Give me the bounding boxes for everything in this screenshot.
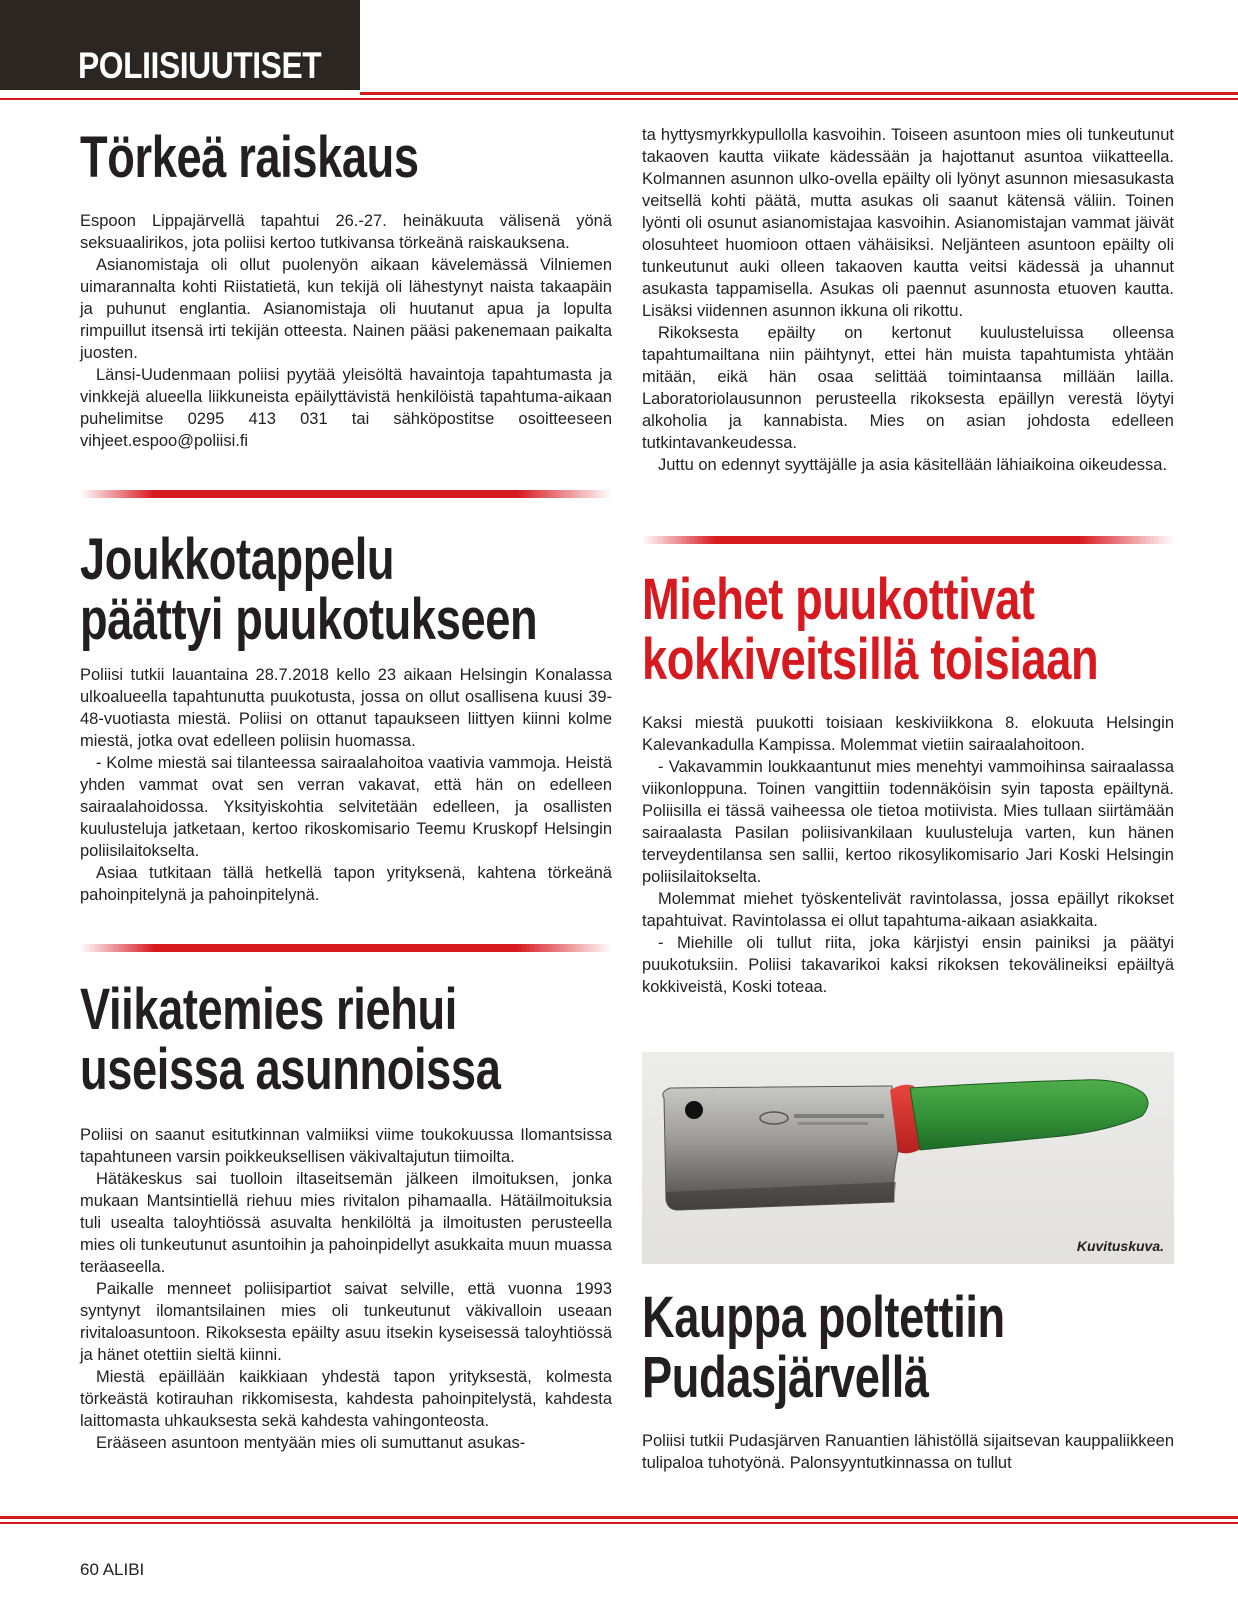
article-kauppa-body	[642, 1430, 1174, 1474]
article-paragraph: Poliisi tutkii lauantaina 28.7.2018 kello 23 aikaan Helsingin Konalassa ulkoalueella tapahtunutta puukotusta, jossa on ollut osallisena kuusi 39-48-vuotiasta miestä. Poliisi on ottanut tapaukseen liittyen kiinni kolme miestä, jotka ovat edelleen poliisin huomassa.	[80, 666, 612, 750]
article-paragraph: Länsi-Uudenmaan poliisi pyytää yleisöltä havaintoja tapahtumasta ja vinkkejä alueella liikkuneista epäilyttävistä henkilöistä tapahtuma-aikaan puhelimitse 0295 413 031 tai sähköpostitse osoitteeseen vihjeet.espoo@poliisi.fi	[80, 366, 612, 450]
article-paragraph: - Kolme miestä sai tilanteessa sairaalahoitoa vaativia vammoja. Heistä yhden vammat ovat sen verran vakavat, että hän on edelleen sairaalahoidossa. Yksityiskohtia selvitetään edelleen, ja osallisten kuulusteluja jatketaan, kertoo rikoskomisario Teemu Kruskopf Helsingin poliisilaitokselta.	[80, 754, 612, 860]
headline-viikatemies: Viikatemies riehui useissa asunnoissa	[80, 977, 501, 1102]
header-rule-thin	[0, 98, 1238, 100]
article-divider	[80, 490, 612, 498]
article-paragraph: Asiaa tutkitaan tällä hetkellä tapon yrityksenä, kahtena törkeänä pahoinpitelynä ja pahoinpitelynä.	[80, 864, 612, 904]
article-joukkotappelu-body	[80, 664, 612, 906]
headline-joukkotappelu: Joukkotappelu päättyi puukotukseen	[80, 527, 538, 652]
article-divider	[80, 944, 612, 952]
article-paragraph: Juttu on edennyt syyttäjälle ja asia käsitellään lähiaikoina oikeudessa.	[658, 456, 1168, 474]
section-title: POLIISIUUTISET	[78, 45, 322, 86]
article-paragraph: ta hyttysmyrkkypullolla kasvoihin. Toiseen asuntoon mies oli tunkeutunut takaoven kautta viikate kädessään ja hajottanut asuntoa viikatteella. Kolmannen asunnon ulko-ovella epäilty oli lyönyt asunnon miesasukasta veitsellä kohti päätä, mutta asukas oli saanut kätensä väliin. Toinen lyönti oli osunut asianomistajaa kasvoihin. Asianomistajan vammat jäivät olosuhteet huomioon ottaen vähäisiksi. Neljänteen asuntoon epäilty oli tunkeutunut auki olleen takaoven kautta veitsi kädessä ja uhannut asukasta tappamisella. Asukas oli paennut asunnosta etuoven kautta. Lisäksi viidennen asunnon ikkuna oli rikottu.	[642, 126, 1174, 320]
headline-miehet-puukottivat: Miehet puukottivat kokkiveitsillä toisiaan	[642, 567, 1099, 692]
article-paragraph: Kaksi miestä puukotti toisiaan keskiviikkona 8. elokuuta Helsingin Kalevankadulla Kampissa. Molemmat vietiin sairaalahoitoon.	[642, 714, 1174, 754]
article-paragraph: Miestä epäillään kaikkiaan yhdestä tapon yrityksestä, kolmesta törkeästä kotirauhan rikkomisesta, kahdesta pahoinpitelystä, kahdesta laittomasta uhkauksesta sekä kahdesta vahingonteosta.	[80, 1368, 612, 1430]
photo-caption: Kuvituskuva.	[1076, 1238, 1164, 1254]
article-paragraph: Poliisi tutkii Pudasjärven Ranuantien lähistöllä sijaitsevan kauppaliikkeen tulipaloa tuhotyönä. Palonsyyntutkinnassa on tullut	[642, 1432, 1174, 1472]
article-paragraph: Erääseen asuntoon mentyään mies oli sumuttanut asukas-	[96, 1434, 526, 1452]
cleaver-knife-photo	[642, 1052, 1174, 1264]
article-viikatemies-continued	[642, 124, 1174, 476]
headline-torkea-raiskaus: Törkeä raiskaus	[80, 125, 419, 190]
header-rule	[360, 92, 1238, 95]
footer-rule	[0, 1516, 1238, 1519]
article-paragraph: Poliisi on saanut esitutkinnan valmiiksi viime toukokuussa Ilomantsissa tapahtuneen varsin poikkeuksellisen väkivaltajutun tiimoilta.	[80, 1126, 612, 1166]
article-paragraph: - Vakavammin loukkaantunut mies menehtyi vammoihinsa sairaalassa viikonloppuna. Toinen vangittiin todennäköisin syin taposta epäiltynä. Poliisilla ei tässä vaiheessa ole tietoa motiivista. Mies tullaan siirtämään sairaalasta Pasilan poliisivankilaan kuulusteluja varten, kun hänen terveydentilansa sen sallii, kertoo rikosylikomisario Jari Koski Helsingin poliisilaitokselta.	[642, 758, 1174, 886]
article-miehet-body	[642, 712, 1174, 998]
article-divider	[642, 536, 1174, 544]
article-viikatemies-body	[80, 1124, 612, 1454]
article-paragraph: Hätäkeskus sai tuolloin iltaseitsemän jälkeen ilmoituksen, jonka mukaan Mantsintiellä riehuu mies rivitalon pihamaalla. Hätäilmoituksia tuli usealta taloyhtiössä asuvalta henkilöltä ja ilmoitusten perusteella mies oli tunkeutunut asuntoihin ja pahoinpidellyt asukkaita muun muassa teräaseella.	[80, 1170, 612, 1276]
article-torkea-raiskaus-body	[80, 210, 612, 452]
footer-rule-thin	[0, 1522, 1238, 1524]
article-paragraph: Asianomistaja oli ollut puolenyön aikaan kävelemässä Vilniemen uimarannalta kohti Riistatietä, kun tekijä oli lähestynyt naista takaapäin ja puhunut englantia. Asianomistaja oli huutanut apua ja lopulta rimpuillut itsensä irti tekijän otteesta. Nainen pääsi pakenemaan paikalta juosten.	[80, 256, 612, 362]
page-folio: 60 ALIBI	[80, 1560, 145, 1579]
cleaver-icon	[642, 1052, 1174, 1264]
headline-kauppa-poltettiin: Kauppa poltettiin Pudasjärvellä	[642, 1285, 1005, 1410]
article-paragraph: Molemmat miehet työskentelivät ravintolassa, jossa epäillyt rikokset tapahtuivat. Ravintolassa ei ollut tapahtuma-aikaan asiakkaita.	[642, 890, 1174, 930]
article-paragraph: - Miehille oli tullut riita, joka kärjistyi ensin painiksi ja päätyi puukotuksiin. Poliisi takavarikoi kaksi rikoksen tekovälineiksi epäiltyä kokkiveistä, Koski toteaa.	[642, 934, 1174, 996]
article-paragraph: Espoon Lippajärvellä tapahtui 26.-27. heinäkuuta välisenä yönä seksuaalirikos, jota poliisi kertoo tutkivansa törkeänä raiskauksena.	[80, 212, 612, 252]
article-paragraph: Paikalle menneet poliisipartiot saivat selville, että vuonna 1993 syntynyt ilomantsilainen mies oli tunkeutunut väkivalloin useaan rivitaloasuntoon. Rikoksesta epäilty asuu itsekin kyseisessä taloyhtiössä ja hänet otettiin sieltä kiinni.	[80, 1280, 612, 1364]
article-paragraph: Rikoksesta epäilty on kertonut kuulusteluissa olleensa tapahtumailtana niin päihtynyt, ettei hän muista tapahtumista yhtään mitään, eikä hän osaa selittää toimintaansa millään lailla. Laboratoriolausunnon perusteella rikoksesta epäillyn verestä löytyi alkoholia ja kannabista. Mies on asian johdosta edelleen tutkintavankeudessa.	[642, 324, 1174, 452]
section-tab	[0, 0, 360, 90]
